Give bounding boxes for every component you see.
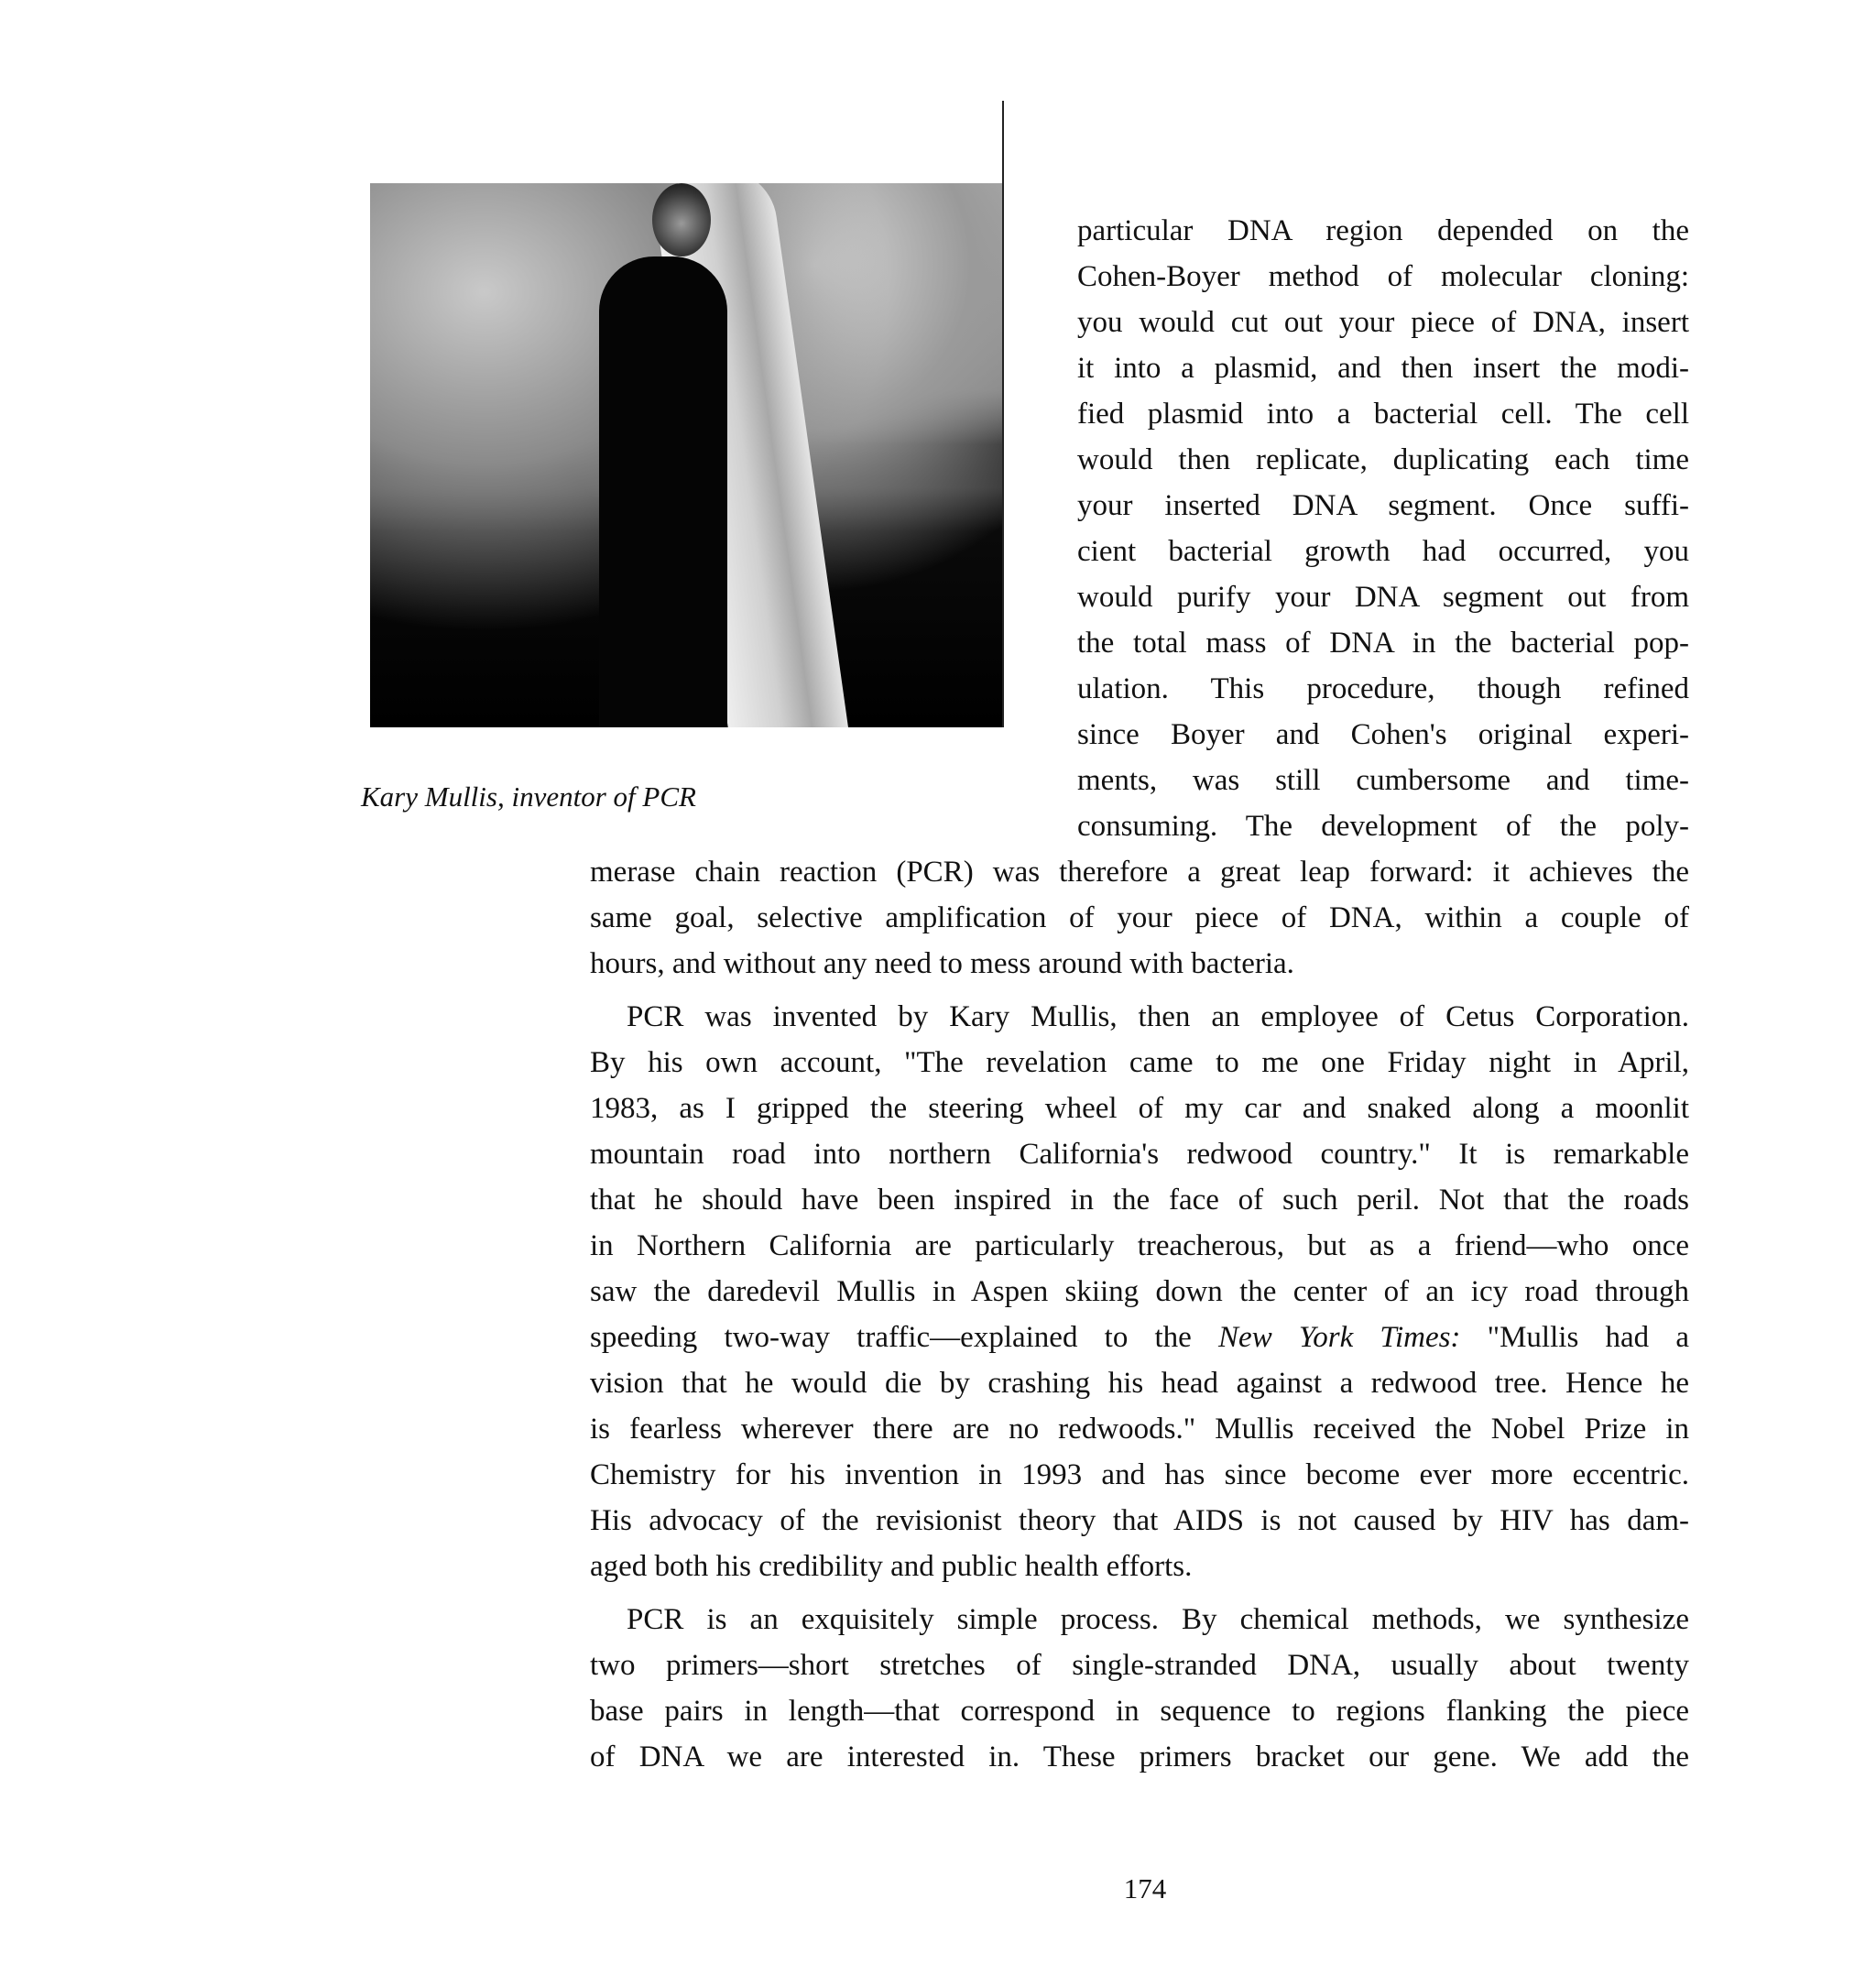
photo-caption: Kary Mullis, inventor of PCR: [361, 780, 696, 813]
person-silhouette: [599, 256, 727, 727]
text-line: it into a plasmid, and then insert the modi-: [1077, 352, 1689, 385]
text-line: His advocacy of the revisionist theory that AIDS is not caused by HIV has dam-: [590, 1504, 1689, 1537]
text-line: saw the daredevil Mullis in Aspen skiing down the center of an icy road through: [590, 1275, 1689, 1308]
text-line: hours, and without any need to mess around with bacteria.: [590, 947, 1294, 980]
text-line: vision that he would die by crashing his head against a redwood tree. Hence he: [590, 1367, 1689, 1400]
text-line: the total mass of DNA in the bacterial pop-: [1077, 627, 1689, 660]
text-run: "Mullis had a: [1460, 1321, 1689, 1354]
text-run: speeding two-way traffic—explained to the: [590, 1321, 1219, 1354]
person-head: [652, 183, 711, 256]
text-line: since Boyer and Cohen's original experi-: [1077, 718, 1689, 751]
text-line: PCR was invented by Kary Mullis, then an employee of Cetus Corporation.: [627, 1000, 1689, 1033]
text-line: By his own account, "The revelation came to me one Friday night in April,: [590, 1046, 1689, 1079]
text-line: of DNA we are interested in. These primers bracket our gene. We add the: [590, 1740, 1689, 1773]
text-line: would then replicate, duplicating each time: [1077, 443, 1689, 476]
publication-title: New York Times:: [1218, 1321, 1461, 1354]
text-line: particular DNA region depended on the: [1077, 214, 1689, 247]
page-number: 174: [1123, 1872, 1167, 1904]
text-line: consuming. The development of the poly-: [1077, 810, 1689, 843]
text-line: is fearless wherever there are no redwoods." Mullis received the Nobel Prize in: [590, 1413, 1689, 1446]
text-line: mountain road into northern California's redwood country." It is remarkable: [590, 1138, 1689, 1171]
text-line: cient bacterial growth had occurred, you: [1077, 535, 1689, 568]
kary-mullis-photo: [370, 183, 1004, 727]
text-line: base pairs in length—that correspond in sequence to regions flanking the piece: [590, 1695, 1689, 1728]
text-line: fied plasmid into a bacterial cell. The cell: [1077, 398, 1689, 431]
text-line: Cohen-Boyer method of molecular cloning:: [1077, 260, 1689, 293]
text-line: aged both his credibility and public health efforts.: [590, 1550, 1193, 1583]
page-number-container: [0, 1872, 1876, 1905]
text-line: you would cut out your piece of DNA, insert: [1077, 306, 1689, 339]
text-line: [590, 1323, 1689, 1353]
text-line: would purify your DNA segment out from: [1077, 581, 1689, 614]
text-line: ments, was still cumbersome and time-: [1077, 764, 1689, 797]
text-line: same goal, selective amplification of your piece of DNA, within a couple of: [590, 901, 1689, 934]
text-line: 1983, as I gripped the steering wheel of my car and snaked along a moonlit: [590, 1092, 1689, 1125]
text-line: two primers—short stretches of single-stranded DNA, usually about twenty: [590, 1649, 1689, 1682]
text-line: ulation. This procedure, though refined: [1077, 672, 1689, 705]
text-line: PCR is an exquisitely simple process. By chemical methods, we synthesize: [627, 1603, 1689, 1636]
text-line: that he should have been inspired in the face of such peril. Not that the roads: [590, 1184, 1689, 1217]
text-line: your inserted DNA segment. Once suffi-: [1077, 489, 1689, 522]
text-line: merase chain reaction (PCR) was therefore a great leap forward: it achieves the: [590, 856, 1689, 889]
text-line: in Northern California are particularly treacherous, but as a friend—who once: [590, 1229, 1689, 1262]
text-line: Chemistry for his invention in 1993 and has since become ever more eccentric.: [590, 1458, 1689, 1491]
vertical-rule: [1002, 101, 1004, 727]
